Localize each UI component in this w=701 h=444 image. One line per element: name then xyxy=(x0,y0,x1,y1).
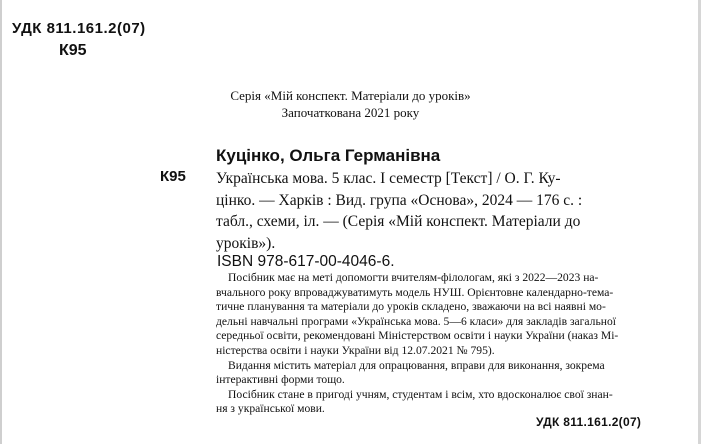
udc-code: УДК 811.161.2(07) xyxy=(12,20,146,37)
annotation-line: дельні навчальні програми «Українська мова. 5—6 класи» для закладів загальної xyxy=(216,314,616,328)
annotation-line: ня з української мови. xyxy=(216,402,325,416)
annotation-line: ністерства освіти і науки України від 12.07.2021 № 795). xyxy=(216,343,495,357)
isbn: ISBN 978-617-00-4046-6. xyxy=(217,253,395,270)
annotation xyxy=(216,271,686,417)
bibliography-line: цінко. — Харків : Вид. група «Основа», 2024 — 176 с. : xyxy=(216,191,583,209)
annotation-line: середньої освіти, рекомендовані Міністерством освіти і науки України (наказ Мі- xyxy=(216,329,619,343)
bibliographic-description xyxy=(216,168,686,254)
annotation-line: Посібник має на меті допомогти вчителям-філологам, які з 2022—2023 на- xyxy=(228,271,599,284)
series-title: Серія «Мій конспект. Матеріали до уроків» xyxy=(230,88,471,103)
author-mark-side: К95 xyxy=(160,168,186,185)
annotation-line: Посібник стане в пригоді учням, студентам і всім, хто вдосконалює свої знан- xyxy=(228,387,613,401)
bibliography-line: табл., схеми, іл. — (Серія «Мій конспект. Матеріали до xyxy=(216,213,581,230)
annotation-line: вчального року впроваджуватимуть модель НУШ. Орієнтовне календарно-тема- xyxy=(216,285,614,299)
author-name: Куцінко, Ольга Германівна xyxy=(216,146,441,165)
annotation-line: тичне планування та матеріали до уроків складено, зважаючи на всі наявні мо- xyxy=(216,300,606,314)
annotation-line: Видання містить матеріал для опрацювання, вправи для виконання, зокрема xyxy=(228,358,605,372)
author-mark: К95 xyxy=(59,42,87,59)
series-started: Започаткована 2021 року xyxy=(281,105,420,120)
bibliography-line: Українська мова. 5 клас. I семестр [Текст] / О. Г. Ку- xyxy=(216,170,561,187)
footer-udc-code: УДК 811.161.2(07) xyxy=(536,415,642,429)
bibliography-line: уроків»). xyxy=(216,234,276,252)
page-left-border xyxy=(0,0,2,444)
annotation-line: інтерактивні форми тощо. xyxy=(216,373,345,387)
